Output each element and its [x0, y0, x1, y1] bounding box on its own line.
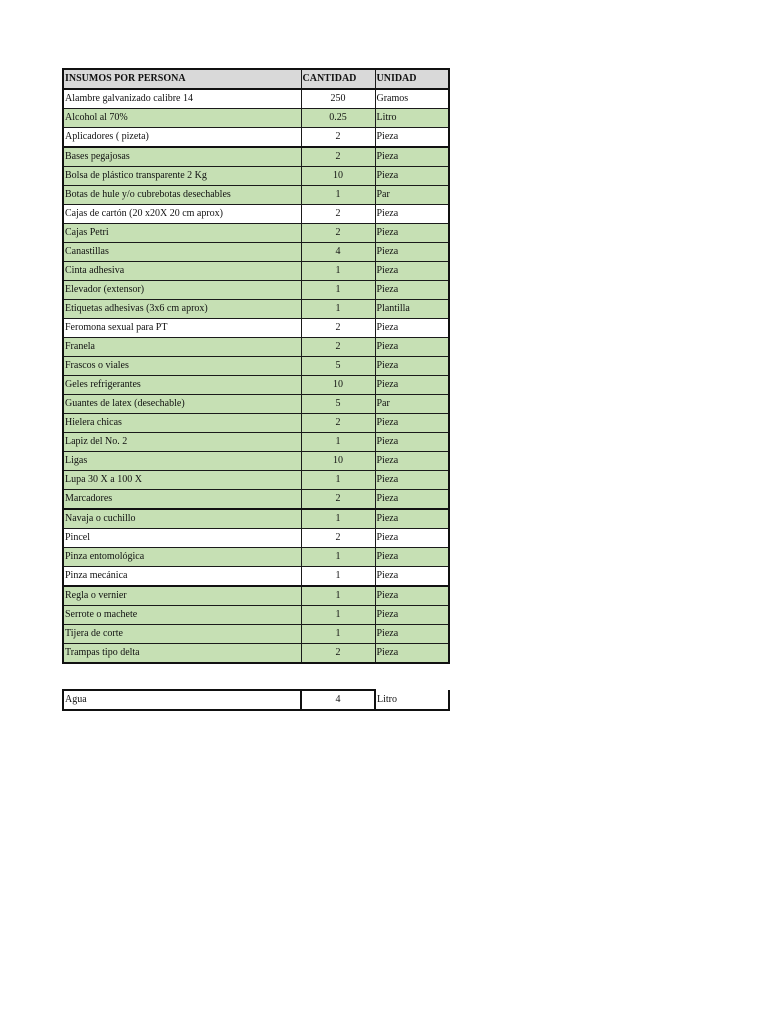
cantidad-cell[interactable]: 1: [301, 586, 375, 606]
table-row: [63, 471, 449, 490]
table-row: [63, 644, 449, 664]
table-row: [63, 109, 449, 128]
insumo-cell[interactable]: Serrote o machete: [63, 606, 301, 625]
unidad-cell[interactable]: Pieza: [375, 262, 449, 281]
supplies-table: [62, 68, 450, 664]
cantidad-cell[interactable]: 1: [301, 262, 375, 281]
header-insumo[interactable]: INSUMOS POR PERSONA: [63, 69, 301, 89]
table-row: [63, 376, 449, 395]
extra-table: [62, 689, 450, 711]
unidad-cell[interactable]: Par: [375, 395, 449, 414]
cantidad-cell[interactable]: 2: [301, 319, 375, 338]
insumo-cell[interactable]: Elevador (extensor): [63, 281, 301, 300]
table-row: [63, 300, 449, 319]
table-row: [63, 490, 449, 510]
cantidad-cell[interactable]: 1: [301, 471, 375, 490]
insumo-cell[interactable]: Feromona sexual para PT: [63, 319, 301, 338]
supplies-rows: [63, 89, 449, 663]
cantidad-cell[interactable]: 2: [301, 490, 375, 510]
cantidad-cell[interactable]: 1: [301, 281, 375, 300]
insumo-cell[interactable]: Frascos o viales: [63, 357, 301, 376]
table-row: [63, 414, 449, 433]
insumo-cell[interactable]: Lupa 30 X a 100 X: [63, 471, 301, 490]
cantidad-cell[interactable]: 2: [301, 414, 375, 433]
table-row: [63, 690, 449, 710]
table-row: [63, 205, 449, 224]
insumo-cell[interactable]: Botas de hule y/o cubrebotas desechables: [63, 186, 301, 205]
insumo-cell[interactable]: Pinza entomológica: [63, 548, 301, 567]
unidad-cell[interactable]: Plantilla: [375, 300, 449, 319]
insumo-cell[interactable]: Cinta adhesiva: [63, 262, 301, 281]
unidad-cell[interactable]: Pieza: [375, 376, 449, 395]
insumo-cell[interactable]: Bases pegajosas: [63, 147, 301, 167]
table-row: [63, 548, 449, 567]
table-row: [63, 395, 449, 414]
insumo-cell[interactable]: Trampas tipo delta: [63, 644, 301, 664]
insumo-cell[interactable]: Cajas Petri: [63, 224, 301, 243]
cantidad-cell[interactable]: 1: [301, 548, 375, 567]
unidad-cell[interactable]: Pieza: [375, 548, 449, 567]
insumo-cell[interactable]: Bolsa de plástico transparente 2 Kg: [63, 167, 301, 186]
unidad-cell[interactable]: Gramos: [375, 89, 449, 109]
unidad-cell[interactable]: Pieza: [375, 586, 449, 606]
table-row: [63, 625, 449, 644]
cantidad-cell[interactable]: 2: [301, 147, 375, 167]
unidad-cell[interactable]: Pieza: [375, 224, 449, 243]
unidad-cell[interactable]: Pieza: [375, 357, 449, 376]
cantidad-cell[interactable]: 1: [301, 606, 375, 625]
unidad-cell[interactable]: Pieza: [375, 281, 449, 300]
unidad-cell[interactable]: Pieza: [375, 243, 449, 262]
unidad-cell[interactable]: Pieza: [375, 433, 449, 452]
insumo-cell[interactable]: Regla o vernier: [63, 586, 301, 606]
insumo-cell[interactable]: Geles refrigerantes: [63, 376, 301, 395]
unidad-cell[interactable]: Pieza: [375, 319, 449, 338]
table-row: [63, 186, 449, 205]
unidad-cell[interactable]: Pieza: [375, 567, 449, 587]
cantidad-cell[interactable]: 10: [301, 376, 375, 395]
unidad-cell[interactable]: Pieza: [375, 606, 449, 625]
table-row: [63, 509, 449, 529]
cantidad-cell[interactable]: 5: [301, 395, 375, 414]
insumo-cell[interactable]: Alambre galvanizado calibre 14: [63, 89, 301, 109]
insumo-cell[interactable]: Pinza mecánica: [63, 567, 301, 587]
unidad-cell[interactable]: Litro: [375, 109, 449, 128]
unidad-cell[interactable]: Par: [375, 186, 449, 205]
table-row: [63, 586, 449, 606]
unidad-cell[interactable]: Pieza: [375, 205, 449, 224]
header-row: [63, 69, 449, 89]
table-row: [63, 262, 449, 281]
cantidad-cell[interactable]: 1: [301, 433, 375, 452]
table-row: [63, 529, 449, 548]
cantidad-cell[interactable]: 1: [301, 509, 375, 529]
cantidad-cell[interactable]: 1: [301, 300, 375, 319]
insumo-cell[interactable]: Ligas: [63, 452, 301, 471]
cantidad-cell[interactable]: 1: [301, 186, 375, 205]
table-row: [63, 433, 449, 452]
insumo-cell[interactable]: Canastillas: [63, 243, 301, 262]
unidad-cell[interactable]: Pieza: [375, 529, 449, 548]
unidad-cell[interactable]: Pieza: [375, 167, 449, 186]
insumo-cell[interactable]: Marcadores: [63, 490, 301, 510]
cantidad-cell[interactable]: 2: [301, 529, 375, 548]
table-row: [63, 567, 449, 587]
header-unidad[interactable]: UNIDAD: [375, 69, 449, 89]
header-cantidad[interactable]: CANTIDAD: [301, 69, 375, 89]
insumo-cell[interactable]: Navaja o cuchillo: [63, 509, 301, 529]
extra-insumo-cell[interactable]: Agua: [63, 690, 301, 710]
table-row: [63, 167, 449, 186]
insumo-cell[interactable]: Lapiz del No. 2: [63, 433, 301, 452]
insumo-cell[interactable]: Hielera chicas: [63, 414, 301, 433]
unidad-cell[interactable]: Pieza: [375, 509, 449, 529]
cantidad-cell[interactable]: 1: [301, 625, 375, 644]
insumo-cell[interactable]: Pincel: [63, 529, 301, 548]
cantidad-cell[interactable]: 250: [301, 89, 375, 109]
cantidad-cell[interactable]: 2: [301, 644, 375, 664]
table-row: [63, 606, 449, 625]
unidad-cell[interactable]: Pieza: [375, 452, 449, 471]
insumo-cell[interactable]: Guantes de latex (desechable): [63, 395, 301, 414]
extra-cantidad-cell[interactable]: 4: [301, 690, 375, 710]
cantidad-cell[interactable]: 10: [301, 452, 375, 471]
table-row: [63, 147, 449, 167]
insumo-cell[interactable]: Tijera de corte: [63, 625, 301, 644]
table-row: [63, 319, 449, 338]
cantidad-cell[interactable]: 2: [301, 205, 375, 224]
unidad-cell[interactable]: Pieza: [375, 490, 449, 510]
table-row: [63, 89, 449, 109]
unidad-cell[interactable]: Pieza: [375, 128, 449, 148]
cantidad-cell[interactable]: 1: [301, 567, 375, 587]
insumo-cell[interactable]: Franela: [63, 338, 301, 357]
table-row: [63, 128, 449, 148]
table-row: [63, 281, 449, 300]
unidad-cell[interactable]: Pieza: [375, 625, 449, 644]
table-row: [63, 224, 449, 243]
cantidad-cell[interactable]: 2: [301, 224, 375, 243]
insumo-cell[interactable]: Etiquetas adhesivas (3x6 cm aprox): [63, 300, 301, 319]
unidad-cell[interactable]: Pieza: [375, 338, 449, 357]
cantidad-cell[interactable]: 2: [301, 128, 375, 148]
unidad-cell[interactable]: Pieza: [375, 471, 449, 490]
table-row: [63, 338, 449, 357]
unidad-cell[interactable]: Pieza: [375, 147, 449, 167]
cantidad-cell[interactable]: 4: [301, 243, 375, 262]
insumo-cell[interactable]: Alcohol al 70%: [63, 109, 301, 128]
unidad-cell[interactable]: Pieza: [375, 414, 449, 433]
table-row: [63, 452, 449, 471]
table-row: [63, 243, 449, 262]
cantidad-cell[interactable]: 0.25: [301, 109, 375, 128]
extra-unidad-cell[interactable]: Litro: [375, 690, 449, 710]
insumo-cell[interactable]: Aplicadores ( pizeta): [63, 128, 301, 148]
cantidad-cell[interactable]: 5: [301, 357, 375, 376]
insumo-cell[interactable]: Cajas de cartón (20 x20X 20 cm aprox): [63, 205, 301, 224]
cantidad-cell[interactable]: 10: [301, 167, 375, 186]
unidad-cell[interactable]: Pieza: [375, 644, 449, 664]
cantidad-cell[interactable]: 2: [301, 338, 375, 357]
table-row: [63, 357, 449, 376]
